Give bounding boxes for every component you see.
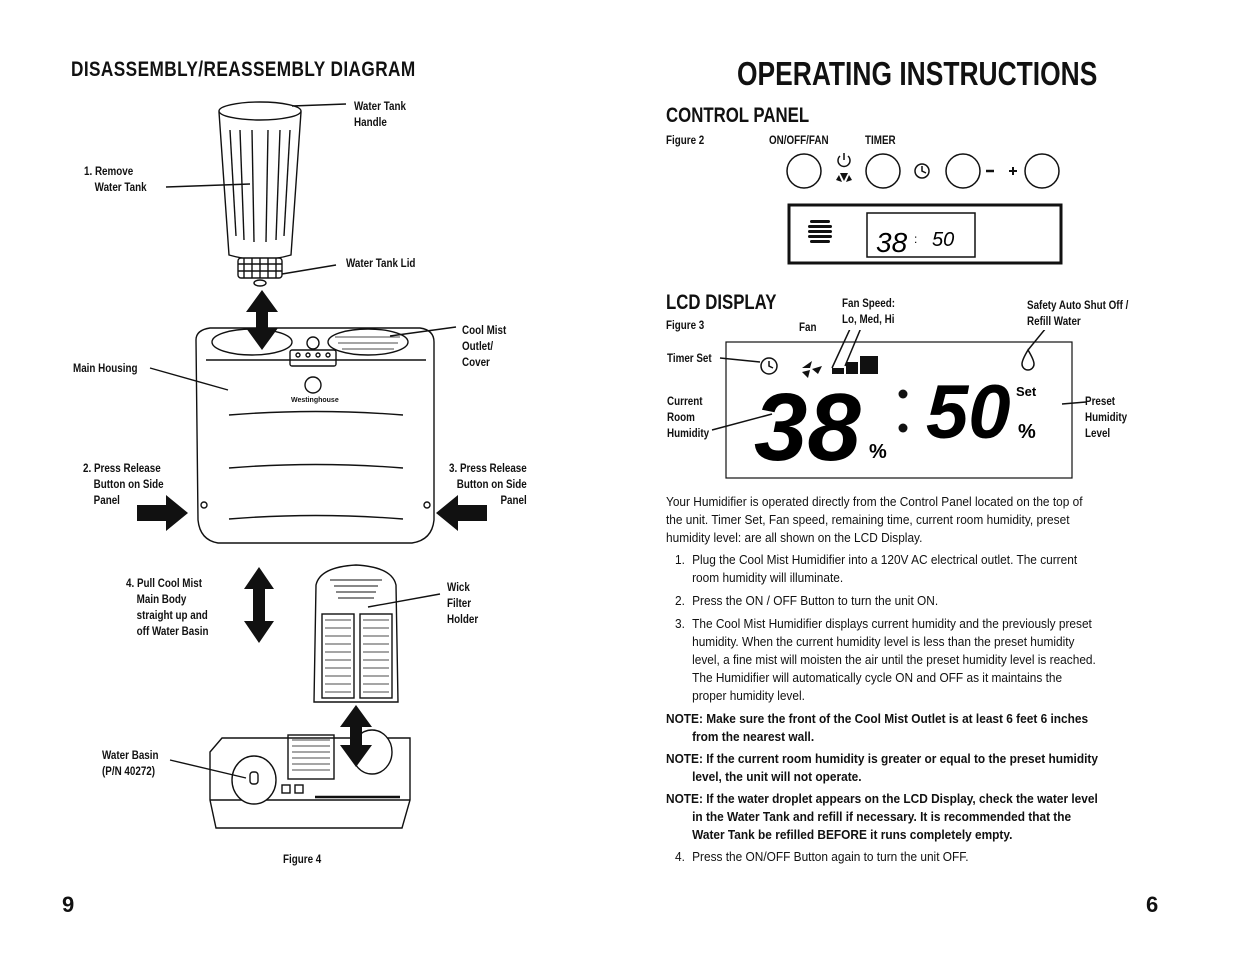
step-item: 1. Plug the Cool Mist Humidifier into a 120V AC electrical outlet. The current room humidity will illuminate. <box>675 552 1078 585</box>
page-number-right: 6 <box>1146 892 1159 917</box>
lcd-mini-preset: 50 <box>932 229 955 251</box>
timer-button <box>866 154 900 188</box>
plus-button <box>1025 154 1059 188</box>
lcd-current-percent: % <box>869 441 887 463</box>
step-item: 3. The Cool Mist Humidifier displays current humidity and the previously preset humidity. When the current humidity level is less than the preset humidity level, a fine mist will moisten the air until the preset humidity level is reached. The Humidifier will automatically cycle ON and OFF as it maintains the proper humidity level. <box>675 616 1096 703</box>
control-panel-figure <box>780 148 1070 268</box>
note-water-droplet: NOTE: If the water droplet appears on the LCD Display, check the water level in the Water Tank and refill if necessary. It is recommended that the Water Tank be refilled BEFORE it runs completely empty. <box>666 791 1098 842</box>
label-wick-filter-holder: Wick Filter Holder <box>447 580 479 626</box>
label-timer-set: Timer Set <box>667 351 712 365</box>
fan-speed-bar-med <box>846 362 858 374</box>
note-wall-distance: NOTE: Make sure the front of the Cool Mist Outlet is at least 6 feet 6 inches from the nearest wall. <box>666 711 1089 744</box>
water-tank <box>219 104 301 260</box>
label-preset-humidity-level: Preset Humidity Level <box>1085 394 1128 440</box>
brand-logo-text: Westinghouse <box>291 397 339 404</box>
steps-list <box>666 551 1098 705</box>
intro-paragraph: Your Humidifier is operated directly from the Control Panel located on the top of the unit. Timer Set, Fan speed, remaining time, current room humidity, preset humidity level: are all shown on the LCD Display. <box>666 494 1083 545</box>
control-panel-heading: CONTROL PANEL <box>666 104 810 127</box>
minus-button <box>946 154 980 188</box>
lcd-mini-humidity: 38 <box>876 227 908 258</box>
lcd-preset-percent: % <box>1018 421 1036 443</box>
label-fan: Fan <box>799 320 817 334</box>
svg-text::: : <box>914 232 918 246</box>
label-press-release-right: 3. Press Release Button on Side Panel <box>449 461 527 507</box>
label-water-tank-handle: Water Tank Handle <box>354 99 406 129</box>
label-pull-main-body: 4. Pull Cool Mist Main Body straight up and off Water Basin <box>126 576 209 638</box>
steps-list-final <box>666 848 1098 866</box>
step-item: 4. Press the ON/OFF Button again to turn the unit OFF. <box>675 849 969 864</box>
label-water-tank-lid: Water Tank Lid <box>346 256 416 270</box>
note-humidity-level: NOTE: If the current room humidity is greater or equal to the preset humidity level, the unit will not operate. <box>666 751 1098 784</box>
lcd-display-figure <box>660 330 1120 490</box>
lcd-current-humidity: 38 <box>754 374 861 481</box>
label-safety-shutoff: Safety Auto Shut Off / Refill Water <box>1027 298 1129 328</box>
label-water-basin: Water Basin (P/N 40272) <box>102 748 159 778</box>
lcd-preset-humidity: 50 <box>926 370 1011 455</box>
step-item: 2. Press the ON / OFF Button to turn the unit ON. <box>675 593 939 608</box>
pull-body-arrow <box>244 567 274 643</box>
right-page-title: OPERATING INSTRUCTIONS <box>737 55 1098 92</box>
figure-3-caption: Figure 3 <box>666 318 705 332</box>
lcd-display-heading: LCD DISPLAY <box>666 291 777 314</box>
fan-icon <box>836 173 852 182</box>
figure-2-caption: Figure 2 <box>666 133 705 147</box>
water-drop-icon <box>1022 350 1034 370</box>
left-page-title: DISASSEMBLY/REASSEMBLY DIAGRAM <box>71 58 416 81</box>
fan-speed-bar-hi <box>860 356 878 374</box>
figure-4-caption: Figure 4 <box>283 852 322 866</box>
power-button <box>787 154 821 188</box>
label-main-housing: Main Housing <box>73 361 138 375</box>
label-cool-mist-outlet: Cool Mist Outlet/ Cover <box>462 323 507 369</box>
on-off-fan-label: ON/OFF/FAN <box>769 133 829 147</box>
label-current-room-humidity: Current Room Humidity <box>667 394 710 440</box>
lcd-set-indicator: Set <box>1016 384 1037 399</box>
instructions-body <box>666 493 1098 871</box>
timer-label: TIMER <box>865 133 896 147</box>
page-number-left: 9 <box>62 892 75 917</box>
label-press-release-left: 2. Press Release Button on Side Panel <box>83 461 164 507</box>
label-remove-water-tank: 1. Remove Water Tank <box>84 164 147 194</box>
label-fan-speed: Fan Speed: Lo, Med, Hi <box>842 296 896 326</box>
